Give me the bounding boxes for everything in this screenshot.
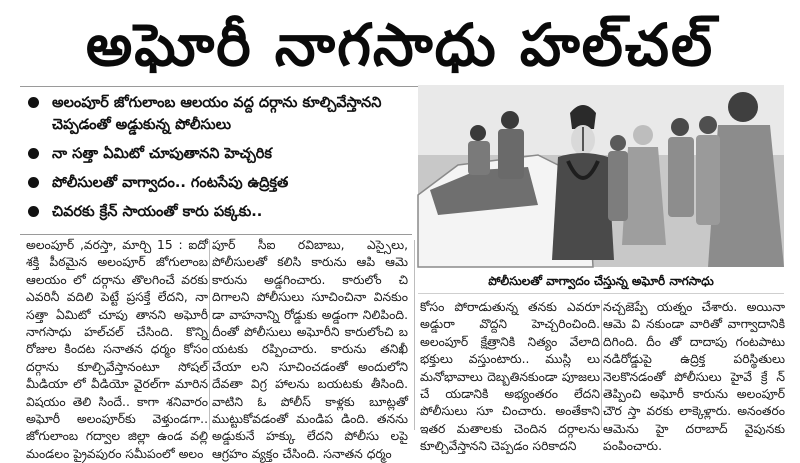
bullet-dot-icon	[28, 177, 39, 188]
bullet-item	[24, 92, 414, 136]
news-photo-illustration	[418, 85, 784, 267]
body-top-rule	[20, 234, 412, 235]
article-text: పూర్ సీఐ రవిబాబు, ఎస్సైలు, పోలీసులతో కలిసి కారును ఆపి ఆమె కారును అడ్డగించారు. కారులోం చి దిగాలని పోలీసులు సూచించినా వినకుం డా వాహనాన్ని రోడ్డుకు అడ్డంగా నిలిపింది. దీంతో పోలీసులు అఘోరీని కారులోంచి బ యటకు రప్పించారు. కారును తనిఖీ చేయా లని సూచించడంతో అందులోని దేవతా విగ్ర హాలను బయటకు తీసింది. వాటిని ఓ పోలీస్ కాళ్లకు బూట్లతో ముట్టుకోవడంతో మండిప డింది. తనను అడ్డుకునే హక్కు లేదని పోలీసు లపై ఆగ్రహం వ్యక్తం చేసింది. సనాతన ధర్మం	[212, 238, 408, 461]
article-text: నచ్చజెప్పే యత్నం చేశారు. అయినా ఆమె వి నకుండా వారితో వాగ్వాదానికి దిగింది. దీం తో దాదాపు గంటపాటు నడిరోడ్డుపై ఉద్రిక్త పరిస్థితులు నెలకొనడంతో పోలీసులు హైవే క్రే న్ తెప్పించి అఘోరీ కారును అలంపూర్ చౌర స్తా వరకు లాక్కెళ్లారు. అనంతరం ఆమెను హై దరాబాద్ వైపునకు పంపించారు.	[603, 300, 785, 454]
article-text: కోసం పోరాడుతున్న తనకు ఎవరూ అడ్డురా వొద్దని హెచ్చరించింది. అలంపూర్ క్షేత్రానికి నిత్యం వేలాది భక్తులు వస్తుంటారు.. ముస్లి లు మనోభావాలు దెబ్బతినకుండా పూజలు చే యడానికి అభ్యంతరం లేదని పోలీసులు సూ చించారు. అంతేకాని ఇతర మతాలకు చెందిన దర్గాలను కూల్చివేస్తానని చెప్పడం సరికాదని	[420, 300, 600, 454]
headline: అఘోరీ నాగసాధు హల్‌చల్	[85, 11, 715, 79]
news-photo	[418, 85, 784, 267]
article-column-3	[420, 299, 600, 456]
bullet-list	[24, 92, 414, 230]
bullet-item	[24, 143, 414, 165]
bullet-text: అలంపూర్ జోగులాంబ ఆలయం వద్ద దర్గాను కూల్చివేస్తానని చెప్పడంతో అడ్డుకున్న పోలీసులు	[52, 95, 382, 133]
bullet-text: పోలీసులతో వాగ్వాదం.. గంటసేపు ఉద్రిక్తత	[52, 175, 289, 191]
bullet-dot-icon	[28, 148, 39, 159]
column-divider	[414, 240, 415, 430]
bullet-dot-icon	[28, 97, 39, 108]
bullet-text: నా సత్తా ఏమిటో చూపుతానని హెచ్చరిక	[52, 146, 272, 162]
photo-caption: పోలీసులతో వాగ్వాదం చేస్తున్న అఘోరీ నాగసాధు	[418, 268, 784, 294]
article-column-4	[603, 299, 785, 456]
bullet-item	[24, 201, 414, 223]
article-column-2	[212, 237, 408, 463]
bullet-dot-icon	[28, 206, 39, 217]
column-divider	[209, 240, 210, 430]
article-column-1	[26, 237, 208, 463]
article-text: అలంపూర్ ,వరస్తా, మార్చి 15 : ఐదో శక్తి పీఠమైన అలంపూర్ జోగులాంబ ఆలయం లో దర్గాను తొలగించే వరకు ఎవరినీ వదిలి పెట్టే ప్రసక్తే లేదని, నా సత్తా ఏమిటో చూపు తానని అఘోరీ నాగసాధు హల్‌చల్ చేసింది. కొన్ని రోజుల కిందట సనాతన ధర్మం కోసం దర్గాను కూల్చివేస్తానంటూ సోషల్ మీడియా లో వీడియో వైరల్‌గా మారిన విషయం తెలి సిందే.. కాగా శనివారం అఘోరీ అలంపూర్‌కు వెళ్తుండగా.. జోగులాంబ గద్వాల జిల్లా ఉండ వల్లి మండలం ప్రైవపురం సమీపంలో అలం	[26, 238, 208, 461]
bullet-text: చివరకు క్రేన్ సాయంతో కారు పక్కకు..	[52, 204, 263, 220]
column-divider	[601, 300, 602, 430]
bullet-item	[24, 172, 414, 194]
